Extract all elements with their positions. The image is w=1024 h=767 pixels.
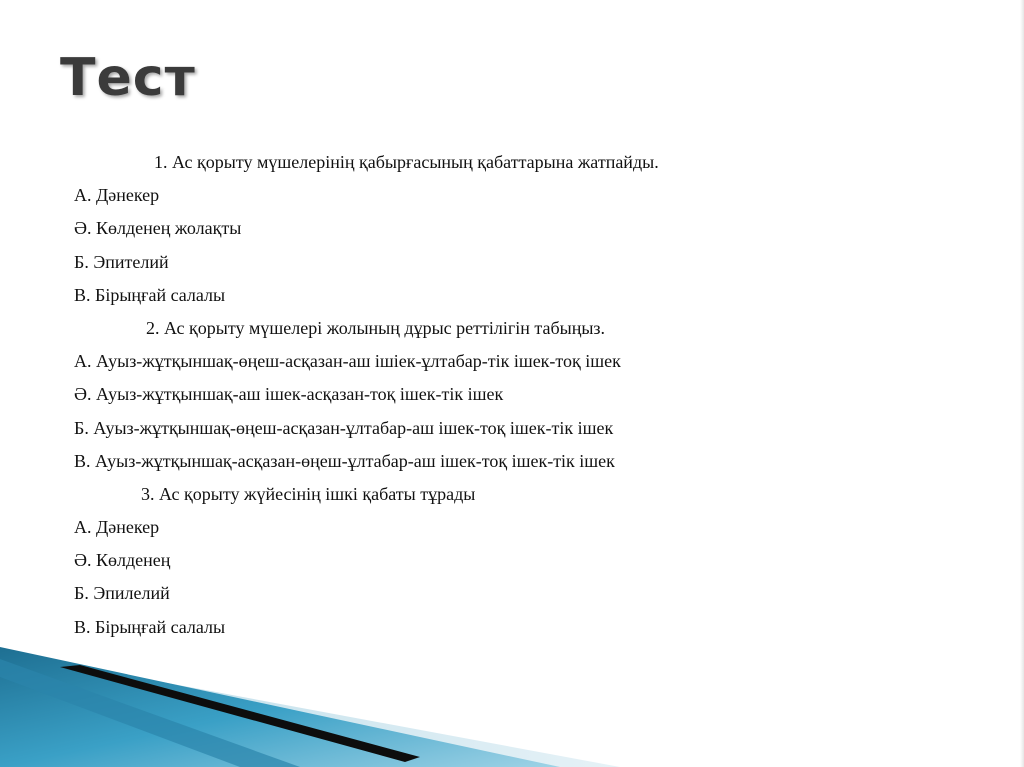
slide-edge-shadow	[1020, 0, 1024, 767]
q2-option-a: А. Ауыз-жұтқыншақ-өңеш-асқазан-аш ішіек-ұлтабар-тік ішек-тоқ ішек	[74, 351, 621, 372]
q2-option-ae: Ә. Ауыз-жұтқыншақ-аш ішек-асқазан-тоқ ішек-тік ішек	[74, 384, 504, 405]
q1-option-b: Б. Эпителий	[74, 251, 169, 272]
q1-option-ae: Ә. Көлденең жолақты	[74, 218, 242, 239]
q3-option-ae: Ә. Көлденең	[74, 550, 171, 571]
question-3: 3. Ас қорыту жүйесінің ішкі қабаты тұрады	[141, 483, 476, 504]
q3-option-b: Б. Эпилелий	[74, 583, 170, 604]
q1-option-a: А. Дәнекер	[74, 185, 160, 206]
q2-option-v: В. Ауыз-жұтқыншақ-асқазан-өңеш-ұлтабар-аш ішек-тоқ ішек-тік ішек	[74, 450, 615, 471]
q3-option-a: А. Дәнекер	[74, 517, 160, 538]
question-1: 1. Ас қорыту мүшелерінің қабырғасының қабаттарына жатпайды.	[154, 152, 659, 172]
slide-body	[74, 146, 974, 644]
q1-option-v: В. Бірыңғай салалы	[74, 284, 226, 305]
question-2: 2. Ас қорыту мүшелері жолының дұрыс реттілігін табыңыз.	[146, 317, 606, 338]
slide-title: Тест	[60, 48, 196, 108]
decorative-corner-swoosh	[0, 647, 620, 767]
q3-option-v: В. Бірыңғай салалы	[74, 616, 226, 637]
q2-option-b: Б. Ауыз-жұтқыншақ-өңеш-асқазан-ұлтабар-аш ішек-тоқ ішек-тік ішек	[74, 417, 614, 438]
